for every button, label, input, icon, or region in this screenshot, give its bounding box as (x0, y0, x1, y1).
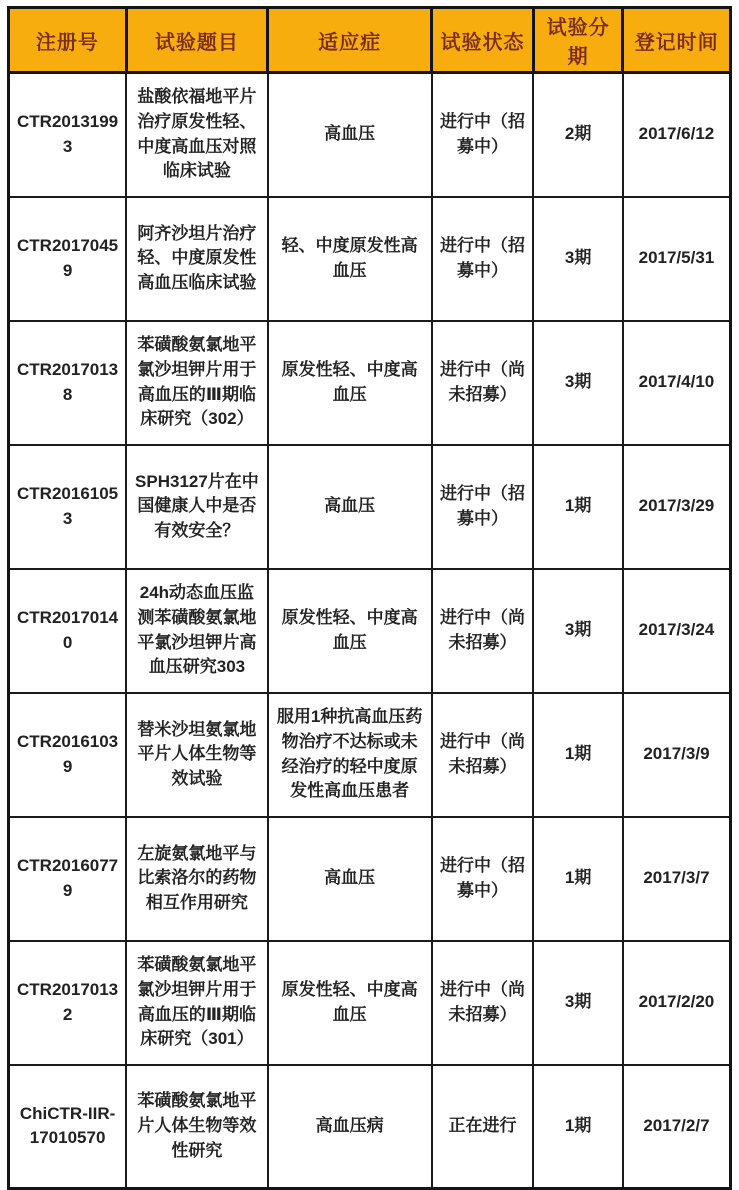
cell-trial-status: 进行中（尚未招募） (432, 569, 534, 693)
table-header (9, 8, 731, 73)
cell-trial-title: 阿齐沙坦片治疗轻、中度原发性高血压临床试验 (126, 197, 268, 321)
clinical-trials-table (7, 6, 732, 1190)
table-row (9, 817, 731, 941)
cell-registration-number: ChiCTR-IIR-17010570 (9, 1065, 127, 1189)
table-row (9, 445, 731, 569)
cell-registration-date: 2017/4/10 (623, 321, 731, 445)
cell-indication: 原发性轻、中度高血压 (268, 941, 432, 1065)
cell-indication: 高血压 (268, 73, 432, 197)
table-row (9, 941, 731, 1065)
cell-trial-title: 24h动态血压监测苯磺酸氨氯地平氯沙坦钾片高血压研究303 (126, 569, 268, 693)
column-header-trial-title: 试验题目 (126, 8, 268, 73)
column-header-registration-date: 登记时间 (623, 8, 731, 73)
cell-registration-number: CTR20170459 (9, 197, 127, 321)
cell-trial-phase: 1期 (533, 1065, 623, 1189)
table-row (9, 1065, 731, 1189)
cell-trial-title: 替米沙坦氨氯地平片人体生物等效试验 (126, 693, 268, 817)
cell-trial-status: 进行中（尚未招募） (432, 693, 534, 817)
table-row (9, 321, 731, 445)
header-row (9, 8, 731, 73)
cell-trial-phase: 1期 (533, 817, 623, 941)
cell-trial-phase: 2期 (533, 73, 623, 197)
cell-indication: 原发性轻、中度高血压 (268, 321, 432, 445)
cell-indication: 服用1种抗高血压药物治疗不达标或未经治疗的轻中度原发性高血压患者 (268, 693, 432, 817)
cell-registration-date: 2017/6/12 (623, 73, 731, 197)
cell-registration-date: 2017/3/7 (623, 817, 731, 941)
cell-registration-number: CTR20161039 (9, 693, 127, 817)
column-header-registration-number: 注册号 (9, 8, 127, 73)
cell-registration-date: 2017/3/24 (623, 569, 731, 693)
cell-indication: 高血压病 (268, 1065, 432, 1189)
cell-trial-phase: 1期 (533, 693, 623, 817)
cell-registration-date: 2017/3/9 (623, 693, 731, 817)
cell-registration-number: CTR20170132 (9, 941, 127, 1065)
table-body (9, 73, 731, 1189)
cell-trial-title: 苯磺酸氨氯地平片人体生物等效性研究 (126, 1065, 268, 1189)
table-row (9, 693, 731, 817)
table-row (9, 197, 731, 321)
cell-registration-number: CTR20131993 (9, 73, 127, 197)
cell-trial-title: SPH3127片在中国健康人中是否有效安全？ (126, 445, 268, 569)
cell-trial-status: 进行中（招募中） (432, 73, 534, 197)
cell-indication: 原发性轻、中度高血压 (268, 569, 432, 693)
cell-trial-phase: 3期 (533, 569, 623, 693)
column-header-trial-phase: 试验分期 (533, 8, 623, 73)
cell-trial-phase: 3期 (533, 197, 623, 321)
table-row (9, 73, 731, 197)
cell-trial-status: 进行中（尚未招募） (432, 321, 534, 445)
cell-registration-number: CTR20160779 (9, 817, 127, 941)
cell-trial-title: 盐酸依福地平片治疗原发性轻、中度高血压对照临床试验 (126, 73, 268, 197)
cell-registration-number: CTR20161053 (9, 445, 127, 569)
table-row (9, 569, 731, 693)
cell-indication: 高血压 (268, 445, 432, 569)
cell-trial-phase: 3期 (533, 321, 623, 445)
cell-registration-date: 2017/5/31 (623, 197, 731, 321)
cell-registration-date: 2017/2/20 (623, 941, 731, 1065)
cell-trial-status: 进行中（尚未招募） (432, 941, 534, 1065)
cell-trial-title: 苯磺酸氨氯地平氯沙坦钾片用于高血压的Ⅲ期临床研究（302） (126, 321, 268, 445)
cell-trial-phase: 3期 (533, 941, 623, 1065)
cell-trial-phase: 1期 (533, 445, 623, 569)
column-header-trial-status: 试验状态 (432, 8, 534, 73)
cell-registration-date: 2017/3/29 (623, 445, 731, 569)
cell-trial-status: 进行中（招募中） (432, 197, 534, 321)
cell-trial-title: 苯磺酸氨氯地平氯沙坦钾片用于高血压的Ⅲ期临床研究（301） (126, 941, 268, 1065)
cell-indication: 轻、中度原发性高血压 (268, 197, 432, 321)
cell-trial-status: 进行中（招募中） (432, 817, 534, 941)
cell-registration-date: 2017/2/7 (623, 1065, 731, 1189)
cell-registration-number: CTR20170140 (9, 569, 127, 693)
column-header-indication: 适应症 (268, 8, 432, 73)
cell-trial-status: 进行中（招募中） (432, 445, 534, 569)
cell-trial-status: 正在进行 (432, 1065, 534, 1189)
cell-registration-number: CTR20170138 (9, 321, 127, 445)
cell-trial-title: 左旋氨氯地平与比索洛尔的药物相互作用研究 (126, 817, 268, 941)
cell-indication: 高血压 (268, 817, 432, 941)
